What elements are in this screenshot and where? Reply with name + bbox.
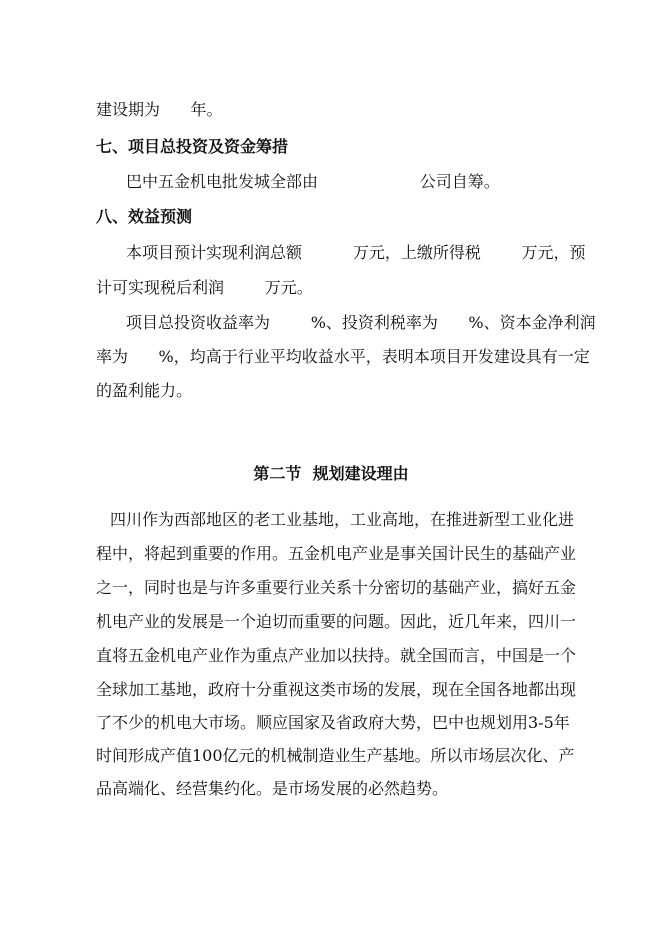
body-line: 直将五金机电产业作为重点产业加以扶持。就全国而言，中国是一个 [96, 646, 577, 665]
section-7-heading: 七、项目总投资及资金筹措 [96, 137, 289, 156]
profit-forecast-line-2: 计可实现税后利润 万元。 [96, 278, 313, 297]
return-rate-line-2: 率为 %，均高于行业平均收益水平，表明本项目开发建设具有一定 [96, 347, 590, 366]
body-line: 了不少的机电大市场。顺应国家及省政府大势，巴中也规划用3-5年 [96, 713, 570, 732]
chapter-heading: 第二节 规划建设理由 [253, 464, 409, 483]
body-line: 时间形成产值100亿元的机械制造业生产基地。所以市场层次化、产 [96, 746, 575, 765]
return-rate-line-3: 的盈利能力。 [96, 381, 193, 400]
section-7-text: 巴中五金机电批发城全部由 公司自筹。 [126, 172, 500, 191]
body-line: 程中，将起到重要的作用。五金机电产业是事关国计民生的基础产业 [96, 544, 577, 563]
body-line: 四川作为西部地区的老工业基地，工业高地，在推进新型工业化进 [110, 510, 575, 529]
return-rate-line-1: 项目总投资收益率为 %、投资利税率为 %、资本金净利润 [126, 313, 596, 332]
body-line: 全球加工基地，政府十分重视这类市场的发展，现在全国各地都出现 [96, 680, 577, 699]
construction-period-line: 建设期为 年。 [96, 100, 223, 119]
section-8-heading: 八、效益预测 [96, 207, 193, 226]
body-line: 之一，同时也是与许多重要行业关系十分密切的基础产业，搞好五金 [96, 578, 577, 597]
body-line: 机电产业的发展是一个迫切而重要的问题。因此，近几年来，四川一 [96, 612, 577, 631]
profit-forecast-line-1: 本项目预计实现利润总额 万元，上缴所得税 万元，预 [126, 243, 586, 262]
body-line: 品高端化、经营集约化。是市场发展的必然趋势。 [96, 779, 449, 798]
